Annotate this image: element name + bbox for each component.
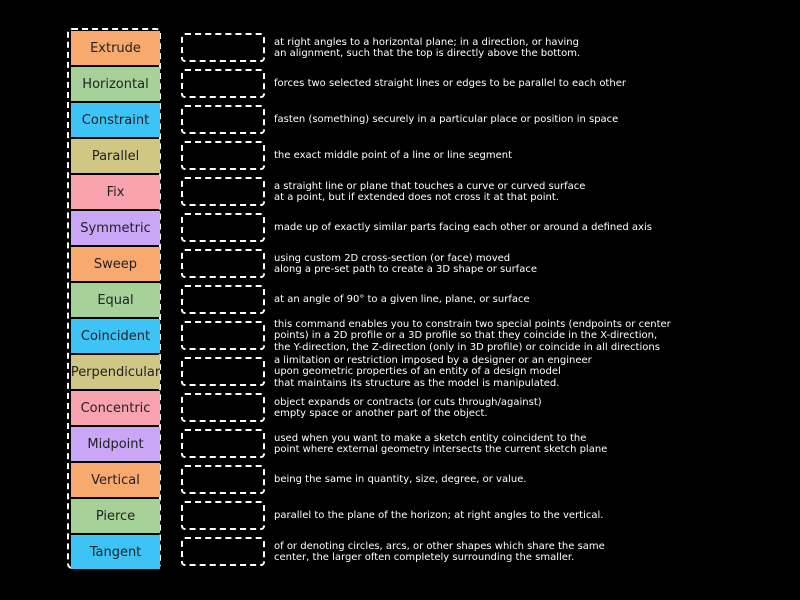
- definition-text: [274, 66, 794, 102]
- answer-tile-extrude[interactable]: Extrude: [71, 31, 160, 65]
- answer-tile-symmetric[interactable]: Symmetric: [71, 211, 160, 245]
- definition-text: [274, 318, 794, 354]
- answer-tile-vertical[interactable]: Vertical: [71, 463, 160, 497]
- definition-line: this command enables you to constrain two special points (endpoints or center: [274, 318, 671, 330]
- drop-zone[interactable]: [181, 33, 265, 62]
- drop-zone[interactable]: [181, 105, 265, 134]
- drop-zone[interactable]: [181, 537, 265, 566]
- drop-zone[interactable]: [181, 177, 265, 206]
- definition-line: points) in a 2D profile or a 3D profile so that they coincide in the X-direction,: [274, 330, 658, 342]
- definition-line: that maintains its structure as the model is manipulated.: [274, 377, 560, 389]
- drop-zone[interactable]: [181, 141, 265, 170]
- definition-line: center, the larger often completely surrounding the smaller.: [274, 552, 575, 563]
- definition-text: [274, 282, 794, 318]
- definition-text: [274, 426, 794, 462]
- answer-tile-equal[interactable]: Equal: [71, 283, 160, 317]
- answer-tile-tangent[interactable]: Tangent: [71, 535, 160, 569]
- definition-text: [274, 246, 794, 282]
- answer-tile-fix[interactable]: Fix: [71, 175, 160, 209]
- definition-text: [274, 462, 794, 498]
- definition-line: object expands or contracts (or cuts through/against): [274, 396, 542, 408]
- definition-text: [274, 174, 794, 210]
- drop-zone[interactable]: [181, 357, 265, 386]
- answer-tile-parallel[interactable]: Parallel: [71, 139, 160, 173]
- definition-line: the exact middle point of a line or line segment: [274, 150, 513, 162]
- definition-line: forces two selected straight lines or edges to be parallel to each other: [274, 78, 626, 90]
- definition-line: being the same in quantity, size, degree, or value.: [274, 474, 527, 486]
- drop-zone[interactable]: [181, 393, 265, 422]
- definition-line: at right angles to a horizontal plane; in a direction, or having: [274, 36, 579, 48]
- answer-tile-constraint[interactable]: Constraint: [71, 103, 160, 137]
- definition-line: an alignment, such that the top is directly above the bottom.: [274, 48, 581, 59]
- answer-tile-pierce[interactable]: Pierce: [71, 499, 160, 533]
- definition-text: [274, 30, 794, 66]
- definition-line: the Y-direction, the Z-direction (only in 3D profile) or coincide in all directions: [274, 341, 660, 353]
- drop-zone[interactable]: [181, 249, 265, 278]
- definition-line: at an angle of 90° to a given line, plane, or surface: [274, 294, 530, 306]
- drop-zone[interactable]: [181, 285, 265, 314]
- definition-text: [274, 138, 794, 174]
- definition-text: [274, 354, 794, 390]
- definition-line: used when you want to make a sketch entity coincident to the: [274, 432, 587, 444]
- definition-line: at a point, but if extended does not cross it at that point.: [274, 192, 559, 203]
- definition-line: fasten (something) securely in a particular place or position in space: [274, 114, 619, 126]
- definition-text: [274, 102, 794, 138]
- definition-line: upon geometric properties of an entity of a design model: [274, 366, 561, 378]
- definition-line: of or denoting circles, arcs, or other shapes which share the same: [274, 540, 605, 552]
- definition-line: using custom 2D cross-section (or face) moved: [274, 252, 511, 264]
- drop-zone[interactable]: [181, 465, 265, 494]
- answer-tile-perpendicular[interactable]: Perpendicular: [71, 355, 160, 389]
- drop-zone[interactable]: [181, 501, 265, 530]
- answer-tile-coincident[interactable]: Coincident: [71, 319, 160, 353]
- answer-tile-sweep[interactable]: Sweep: [71, 247, 160, 281]
- drop-zone[interactable]: [181, 69, 265, 98]
- definition-line: a limitation or restriction imposed by a designer or an engineer: [274, 354, 592, 366]
- answer-tile-midpoint[interactable]: Midpoint: [71, 427, 160, 461]
- drop-zone[interactable]: [181, 213, 265, 242]
- definition-line: a straight line or plane that touches a curve or curved surface: [274, 180, 586, 192]
- drop-zone[interactable]: [181, 429, 265, 458]
- drop-zone[interactable]: [181, 321, 265, 350]
- definition-text: [274, 534, 794, 570]
- definition-text: [274, 498, 794, 534]
- definition-text: [274, 390, 794, 426]
- definition-text: [274, 210, 794, 246]
- definition-line: empty space or another part of the object.: [274, 408, 488, 419]
- definition-line: point where external geometry intersects the current sketch plane: [274, 444, 608, 455]
- answer-tile-horizontal[interactable]: Horizontal: [71, 67, 160, 101]
- definition-line: along a pre-set path to create a 3D shape or surface: [274, 264, 537, 275]
- definition-line: parallel to the plane of the horizon; at right angles to the vertical.: [274, 510, 604, 522]
- answer-tile-concentric[interactable]: Concentric: [71, 391, 160, 425]
- definition-line: made up of exactly similar parts facing each other or around a defined axis: [274, 222, 652, 234]
